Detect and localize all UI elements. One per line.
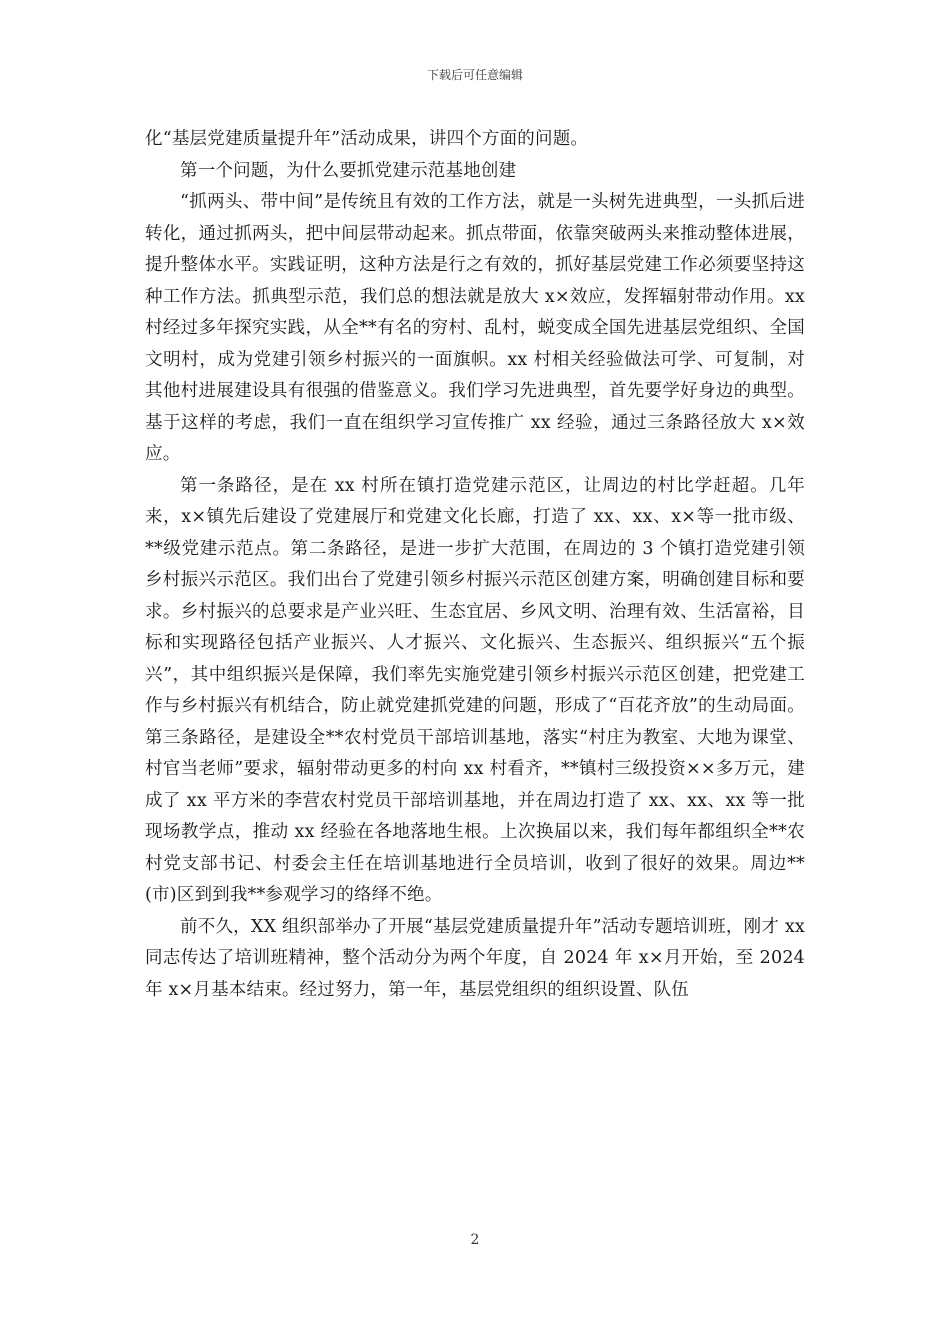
paragraph: 前不久，XX 组织部举办了开展“基层党建质量提升年”活动专题培训班，刚才 xx 同志传达了培训班精神，整个活动分为两个年度，自 2024 年 x×月开始，至 2024 年 x×月基本结束。经过努力，第一年，基层党组织的组织设置、队伍 (145, 916, 805, 1000)
page-header: 下载后可任意编辑 (426, 68, 523, 82)
paragraph-continuation: 化“基层党建质量提升年”活动成果，讲四个方面的问题。 (145, 129, 589, 149)
document-body (145, 124, 805, 1006)
page-number: 2 (470, 1232, 480, 1248)
paragraph: 第一条路径，是在 xx 村所在镇打造党建示范区，让周边的村比学赶超。几年来，x×镇先后建设了党建展厅和党建文化长廊，打造了 xx、xx、x×等一批市级、**级党建示范点。第二条路径，是进一步扩大范围，在周边的 3 个镇打造党建引领乡村振兴示范区。我们出台了党建引领乡村振兴示范区创建方案，明确创建目标和要求。乡村振兴的总要求是产业兴旺、生态宜居、乡风文明、治理有效、生活富裕，目标和实现路径包括产业振兴、人才振兴、文化振兴、生态振兴、组织振兴“五个振兴”，其中组织振兴是保障，我们率先实施党建引领乡村振兴示范区创建，把党建工作与乡村振兴有机结合，防止就党建抓党建的问题，形成了“百花齐放”的生动局面。第三条路径，是建设全**农村党员干部培训基地，落实“村庄为教室、大地为课堂、村官当老师”要求，辐射带动更多的村向 xx 村看齐，**镇村三级投资××多万元，建成了 xx 平方米的李营农村党员干部培训基地，并在周边打造了 xx、xx、xx 等一批现场教学点，推动 xx 经验在各地落地生根。上次换届以来，我们每年都组织全**农村党支部书记、村委会主任在培训基地进行全员培训，收到了很好的效果。周边**(市)区到到我**参观学习的络绎不绝。 (145, 475, 805, 905)
paragraph: “抓两头、带中间”是传统且有效的工作方法，就是一头树先进典型，一头抓后进转化，通过抓两头，把中间层带动起来。抓点带面，依靠突破两头来推动整体进展，提升整体水平。实践证明，这种方法是行之有效的，抓好基层党建工作必须要坚持这种工作方法。抓典型示范，我们总的想法就是放大 x×效应，发挥辐射带动作用。xx 村经过多年探究实践，从全**有名的穷村、乱村，蜕变成全国先进基层党组织、全国文明村，成为党建引领乡村振兴的一面旗帜。xx 村相关经验做法可学、可复制，对其他村进展建设具有很强的借鉴意义。我们学习先进典型，首先要学好身边的典型。基于这样的考虑，我们一直在组织学习宣传推广 xx 经验，通过三条路径放大 x×效应。 (145, 192, 805, 464)
section-heading: 第一个问题，为什么要抓党建示范基地创建 (180, 160, 517, 181)
